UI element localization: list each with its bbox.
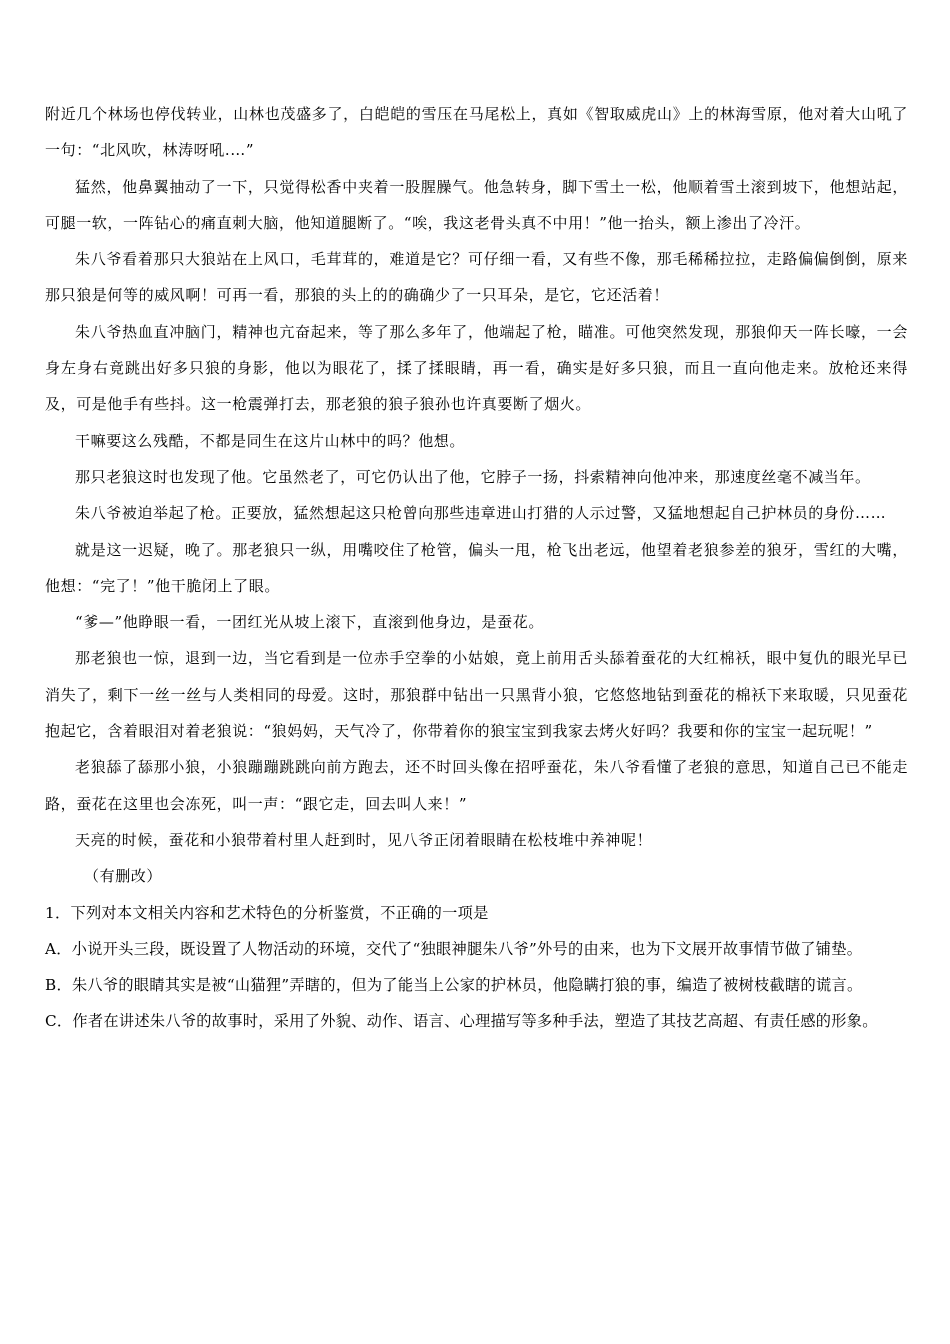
paragraph: 那只老狼这时也发现了他。它虽然老了，可它仍认出了他，它脖子一扬，抖索精神向他冲来，那速度丝毫不减当年。 [75, 467, 871, 486]
option-a: A．小说开头三段，既设置了人物活动的环境，交代了“独眼神腿朱八爷”外号的由来，也为下文展开故事情节做了铺垫。 [45, 939, 863, 958]
option-b: B．朱八爷的眼睛其实是被“山猫狸”弄瞎的，但为了能当上公家的护林员，他隐瞒打狼的事，编造了被树枝截瞎的谎言。 [45, 976, 863, 995]
paragraph: 朱八爷热血直冲脑门，精神也亢奋起来，等了那么多年了，他端起了枪，瞄准。可他突然发现，那狼仰天一阵长嚎，一会身左身右竟跳出好多只狼的身影，他以为眼花了，揉了揉眼睛，再一看，确实是好多只狼，而且一直向他走来。放枪还来得及，可是他手有些抖。这一枪震弹打去，那老狼的狼子狼孙也许真要断了烟火。 [45, 322, 908, 414]
option-c: C．作者在讲述朱八爷的故事时，采用了外貌、动作、语言、心理描写等多种手法，塑造了其技艺高超、有责任感的形象。 [45, 1012, 878, 1031]
paragraph: 附近几个林场也停伐转业，山林也茂盛多了，白皑皑的雪压在马尾松上，真如《智取威虎山》上的林海雪原，他对着大山吼了一句：“北风吹，林涛呀吼.…” [45, 105, 908, 160]
paragraph: 朱八爷看着那只大狼站在上风口，毛茸茸的，难道是它？可仔细一看，又有些不像，那毛稀稀拉拉，走路偏偏倒倒，原来那只狼是何等的威风啊！可再一看，那狼的头上的的确确少了一只耳朵，是它，它还活着！ [45, 250, 908, 305]
paragraph: “爹—”他睁眼一看，一团红光从坡上滚下，直滚到他身边，是蚕花。 [75, 613, 544, 632]
story-text [45, 96, 908, 895]
paragraph: 老狼舔了舔那小狼，小狼蹦蹦跳跳向前方跑去，还不时回头像在招呼蚕花，朱八爷看懂了老狼的意思，知道自己已不能走路，蚕花在这里也会冻死，叫一声：“跟它走，回去叫人来！” [45, 758, 908, 813]
question-stem: 1．下列对本文相关内容和艺术特色的分析鉴赏，不正确的一项是 [45, 903, 489, 922]
question-block [45, 895, 908, 1040]
paragraph: 那老狼也一惊，退到一边，当它看到是一位赤手空拳的小姑娘，竟上前用舌头舔着蚕花的大红棉袄，眼中复仇的眼光早已消失了，剩下一丝一丝与人类相同的母爱。这时，那狼群中钻出一只黑背小狼，它悠悠地钻到蚕花的棉袄下来取暖，只见蚕花抱起它，含着眼泪对着老狼说：“狼妈妈，天气冷了，你带着你的狼宝宝到我家去烤火好吗？我要和你的宝宝一起玩呢！” [45, 649, 908, 741]
paragraph: 就是这一迟疑，晚了。那老狼只一纵，用嘴咬住了枪管，偏头一甩，枪飞出老远，他望着老狼参差的狼牙，雪红的大嘴，他想：“完了！”他干脆闭上了眼。 [45, 540, 908, 595]
edit-note: （有删改） [84, 867, 163, 886]
paragraph: 猛然，他鼻翼抽动了一下，只觉得松香中夹着一股腥臊气。他急转身，脚下雪土一松，他顺着雪土滚到坡下，他想站起，可腿一软，一阵钻心的痛直刺大脑，他知道腿断了。“唉，我这老骨头真不中用！”他一抬头，额上渗出了冷汗。 [45, 177, 908, 232]
paragraph: 天亮的时候，蚕花和小狼带着村里人赶到时，见八爷正闭着眼睛在松枝堆中养神呢！ [75, 830, 653, 849]
paragraph: 干嘛要这么残酷，不都是同生在这片山林中的吗？他想。 [75, 431, 466, 450]
paragraph: 朱八爷被迫举起了枪。正要放，猛然想起这只枪曾向那些违章进山打猎的人示过警，又猛地想起自己护林员的身份…… [75, 504, 887, 523]
